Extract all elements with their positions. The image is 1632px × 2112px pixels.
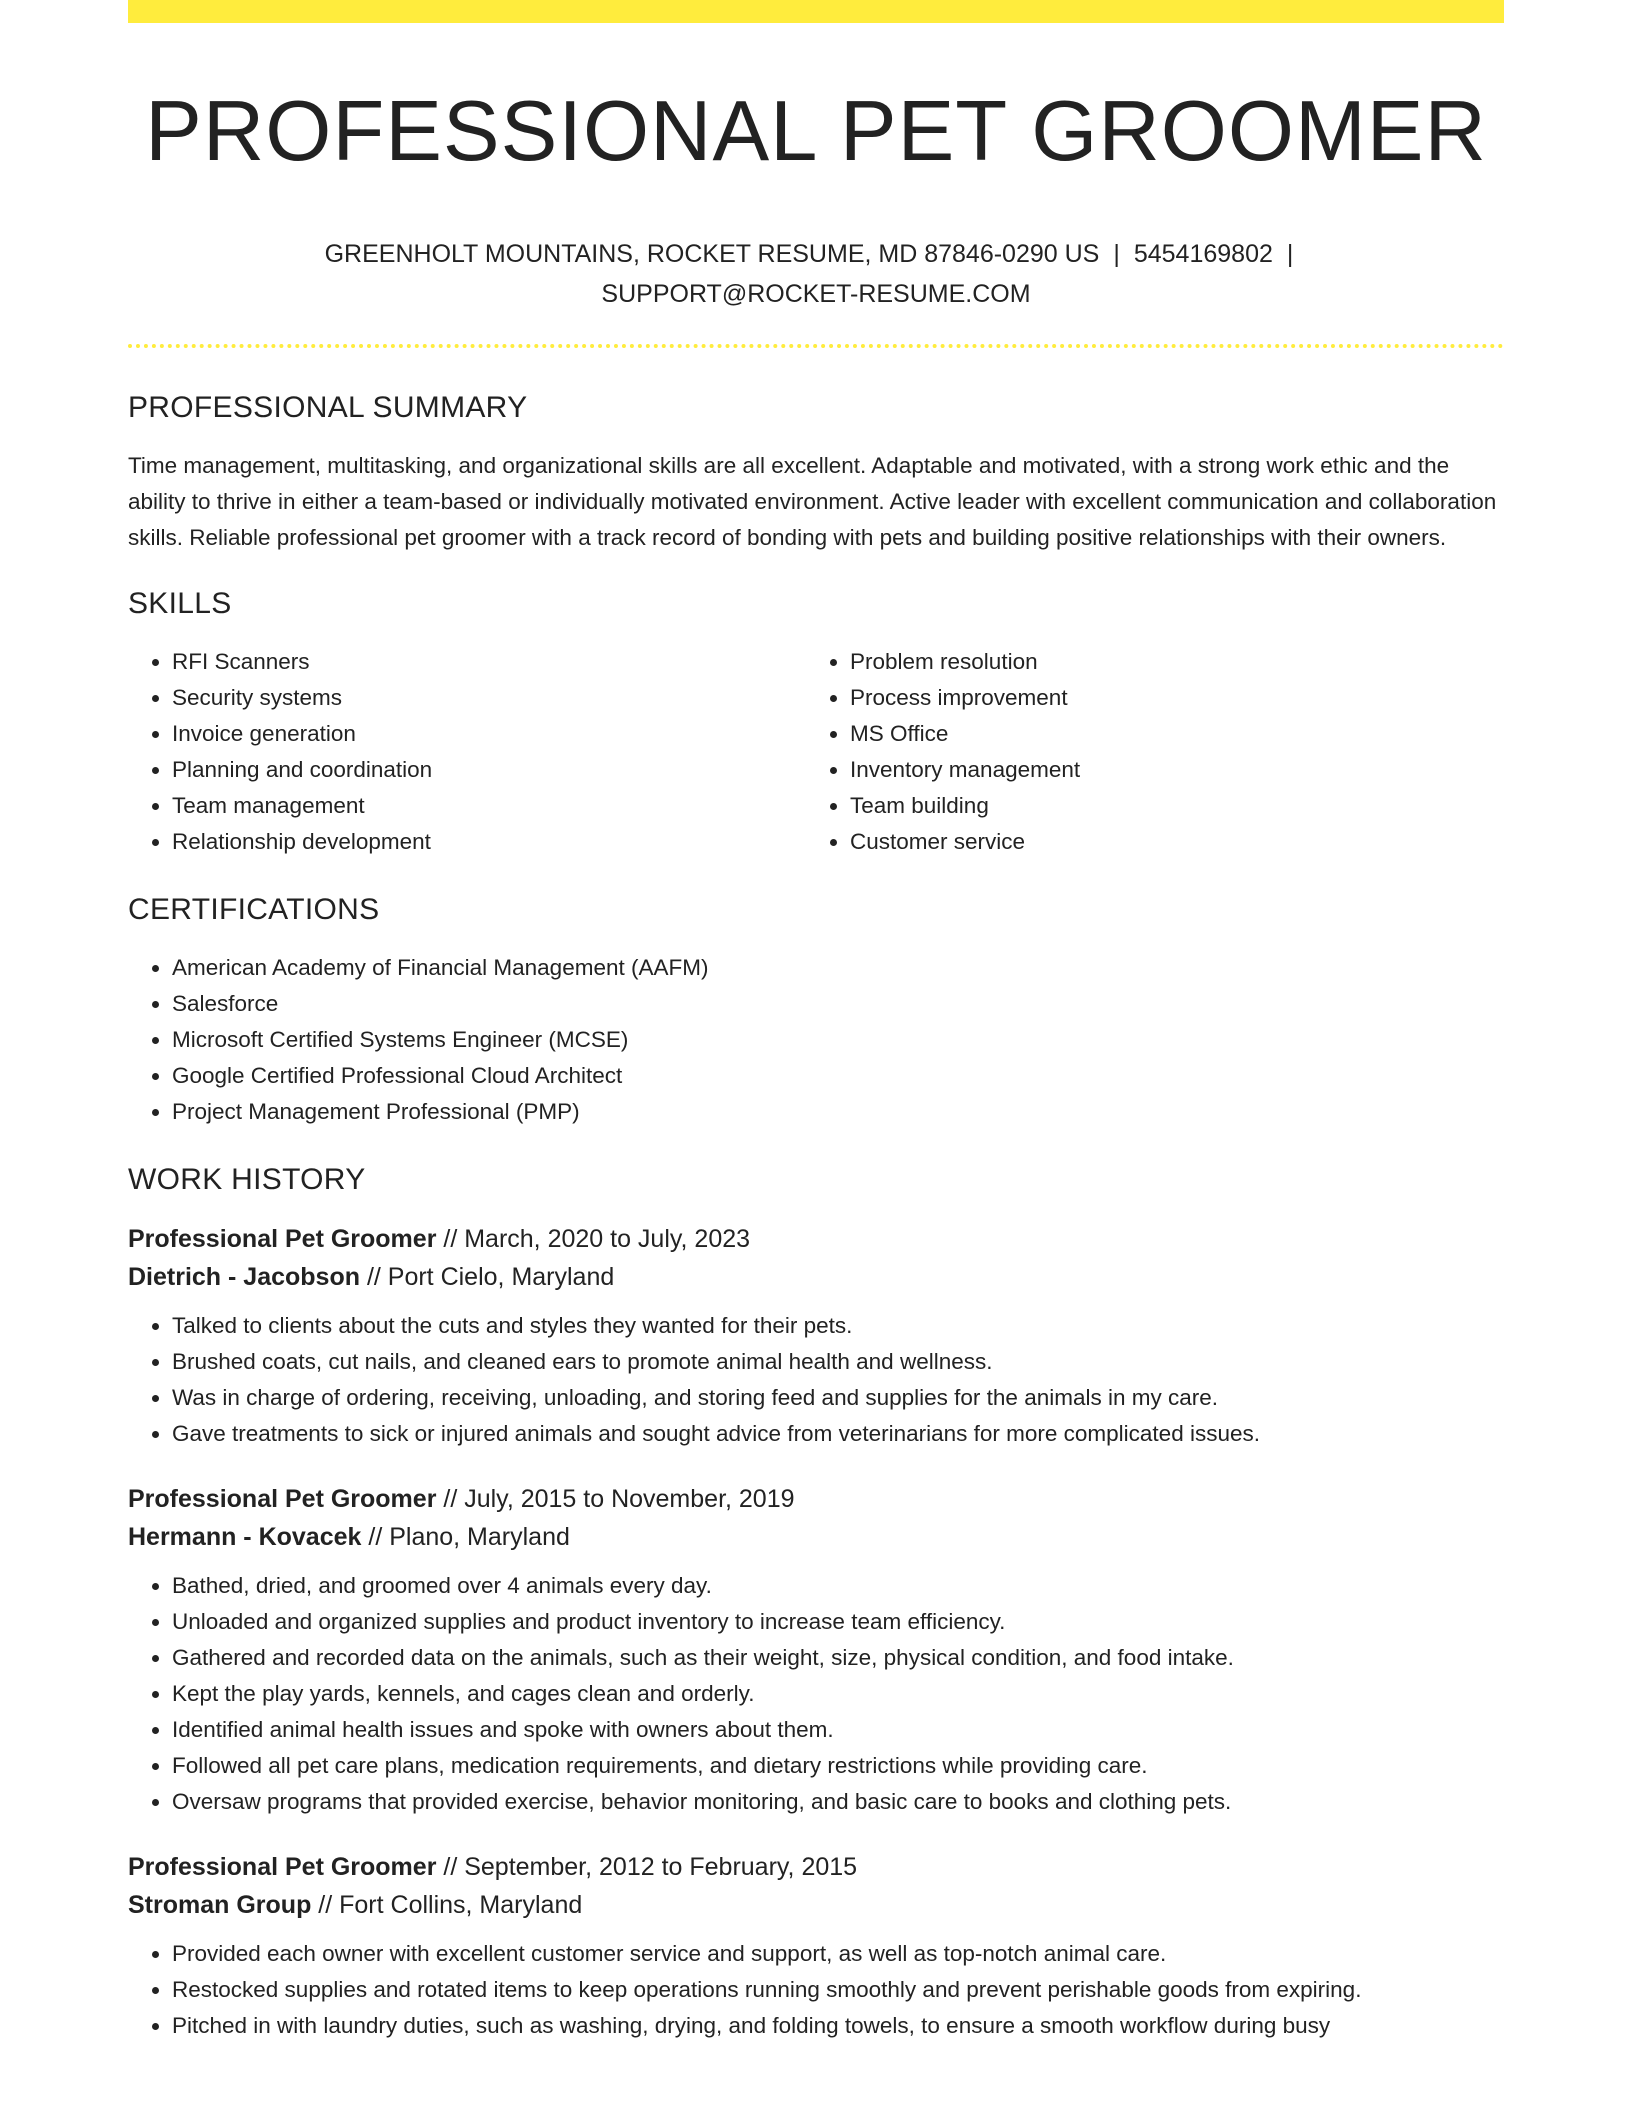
job-company: Hermann - Kovacek <box>128 1523 362 1551</box>
skills-columns <box>128 644 1504 860</box>
certifications-list <box>128 950 1504 1130</box>
skill-item: • Inventory management <box>850 752 1484 788</box>
job-title-line <box>128 1848 1504 1886</box>
skill-item: • MS Office <box>850 716 1484 752</box>
certification-item: • Google Certified Professional Cloud Architect <box>172 1058 1504 1094</box>
job-duty: • Provided each owner with excellent customer service and support, as well as top-notch animal care. <box>172 1936 1504 1972</box>
job-location: // Port Cielo, Maryland <box>360 1263 615 1291</box>
job-dates: // July, 2015 to November, 2019 <box>436 1485 795 1513</box>
job-title: Professional Pet Groomer <box>128 1225 437 1253</box>
job-duties-list <box>128 1308 1504 1452</box>
job-company: Dietrich - Jacobson <box>128 1263 360 1291</box>
job-duty: • Bathed, dried, and groomed over 4 animals every day. <box>172 1568 1504 1604</box>
job-company-line <box>128 1886 1504 1924</box>
job-duty: • Talked to clients about the cuts and styles they wanted for their pets. <box>172 1308 1504 1344</box>
job-duties-list <box>128 1936 1504 2044</box>
work-history-section <box>128 1160 1504 2044</box>
skill-item: • Security systems <box>172 680 806 716</box>
certification-item: • American Academy of Financial Management (AAFM) <box>172 950 1504 986</box>
skill-item: • Relationship development <box>172 824 806 860</box>
job-company-line <box>128 1518 1504 1556</box>
job-entry <box>128 1220 1504 1452</box>
certification-item: • Salesforce <box>172 986 1504 1022</box>
skill-item: • Problem resolution <box>850 644 1484 680</box>
job-duty: • Was in charge of ordering, receiving, unloading, and storing feed and supplies for the animals in my care. <box>172 1380 1504 1416</box>
job-duty: • Kept the play yards, kennels, and cages clean and orderly. <box>172 1676 1504 1712</box>
skills-left-list <box>128 644 806 860</box>
job-duty: • Brushed coats, cut nails, and cleaned ears to promote animal health and wellness. <box>172 1344 1504 1380</box>
skill-item: • Process improvement <box>850 680 1484 716</box>
skill-item: • Planning and coordination <box>172 752 806 788</box>
job-location: // Plano, Maryland <box>361 1523 570 1551</box>
contact-separator: | <box>1113 240 1120 268</box>
job-entry <box>128 1480 1504 1820</box>
certifications-section <box>128 890 1504 1130</box>
skills-right-list <box>806 644 1484 860</box>
contact-separator: | <box>1286 240 1294 268</box>
certifications-heading: CERTIFICATIONS <box>128 893 380 926</box>
certification-item: • Microsoft Certified Systems Engineer (MCSE) <box>172 1022 1504 1058</box>
job-title: Professional Pet Groomer <box>128 1485 437 1513</box>
job-title-line <box>128 1220 1504 1258</box>
resume-title: PROFESSIONAL PET GROOMER <box>145 84 1487 179</box>
job-duty: • Pitched in with laundry duties, such as washing, drying, and folding towels, to ensure a smooth workflow during busy <box>172 2008 1504 2044</box>
skills-heading: SKILLS <box>128 587 232 620</box>
job-duty: • Gave treatments to sick or injured animals and sought advice from veterinarians for more complicated issues. <box>172 1416 1504 1452</box>
resume-body <box>128 388 1504 2072</box>
work-history-heading: WORK HISTORY <box>128 1163 366 1196</box>
contact-phone: 5454169802 <box>1133 240 1273 268</box>
job-title: Professional Pet Groomer <box>128 1853 437 1881</box>
skill-item: • Team building <box>850 788 1484 824</box>
job-location: // Fort Collins, Maryland <box>311 1891 583 1919</box>
job-duty: • Unloaded and organized supplies and product inventory to increase team efficiency. <box>172 1604 1504 1640</box>
job-company: Stroman Group <box>128 1891 312 1919</box>
job-duty: • Restocked supplies and rotated items to keep operations running smoothly and prevent perishable goods from expiring. <box>172 1972 1504 2008</box>
job-title-line <box>128 1480 1504 1518</box>
certification-item: • Project Management Professional (PMP) <box>172 1094 1504 1130</box>
job-duty: • Gathered and recorded data on the animals, such as their weight, size, physical condition, and food intake. <box>172 1640 1504 1676</box>
contact-address: GREENHOLT MOUNTAINS, ROCKET RESUME, MD 87846-0290 US <box>324 240 1100 268</box>
skill-item: • RFI Scanners <box>172 644 806 680</box>
job-duty: • Oversaw programs that provided exercise, behavior monitoring, and basic care to books and clothing pets. <box>172 1784 1504 1820</box>
summary-heading: PROFESSIONAL SUMMARY <box>128 391 528 424</box>
job-company-line <box>128 1258 1504 1296</box>
skill-item: • Customer service <box>850 824 1484 860</box>
job-dates: // March, 2020 to July, 2023 <box>436 1225 751 1253</box>
header-divider <box>128 344 1504 348</box>
job-duty: • Followed all pet care plans, medication requirements, and dietary restrictions while providing care. <box>172 1748 1504 1784</box>
contact-info <box>180 234 1452 314</box>
job-dates: // September, 2012 to February, 2015 <box>436 1853 858 1881</box>
job-duties-list <box>128 1568 1504 1820</box>
summary-section <box>128 388 1504 556</box>
contact-email[interactable]: SUPPORT@ROCKET-RESUME.COM <box>601 280 1031 308</box>
skills-section <box>128 584 1504 860</box>
skill-item: • Team management <box>172 788 806 824</box>
top-accent-bar <box>128 0 1504 23</box>
summary-text: Time management, multitasking, and organizational skills are all excellent. Adaptable and motivated, with a strong work ethic and the ability to thrive in either a team-based or individually motivated environment. Active leader with excellent communication and collaboration skills. Reliable professional pet groomer with a track record of bonding with pets and building positive relationships with their owners. <box>128 453 1497 550</box>
job-entry <box>128 1848 1504 2044</box>
skill-item: • Invoice generation <box>172 716 806 752</box>
job-duty: • Identified animal health issues and spoke with owners about them. <box>172 1712 1504 1748</box>
